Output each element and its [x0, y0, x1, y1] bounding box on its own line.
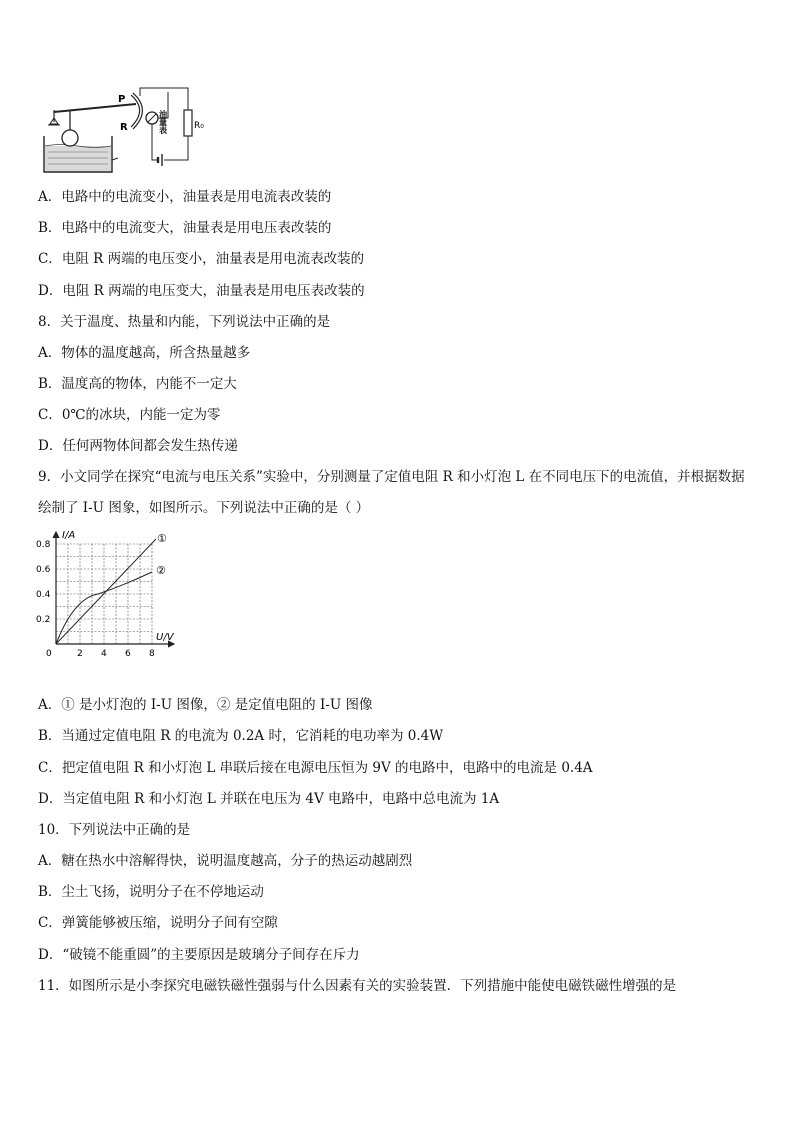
- q7-option-d: D．电阻 R 两端的电压变大，油量表是用电压表改装的: [38, 283, 365, 299]
- q9-option-c: C．把定值电阻 R 和小灯泡 L 串联后接在电源电压恒为 9V 的电路中，电路中的电流是 0.4A: [38, 760, 593, 776]
- q7-option-c: C．电阻 R 两端的电压变小，油量表是用电流表改装的: [38, 251, 365, 267]
- x-tick: 2: [77, 649, 83, 659]
- slider-p-label: P: [118, 94, 126, 105]
- fuel-gauge-circuit-figure: [40, 88, 204, 180]
- q10-option-c: C．弹簧能够被压缩，说明分子间有空隙: [38, 915, 278, 931]
- i-u-graph: [32, 528, 192, 668]
- q8-option-d: D．任何两物体间都会发生热传递: [38, 438, 238, 454]
- q7-option-b: B．电路中的电流变大，油量表是用电压表改装的: [38, 220, 332, 236]
- q9-option-d: D．当定值电阻 R 和小灯泡 L 并联在电压为 4V 电路中，电路中总电流为 1A: [38, 791, 500, 807]
- curve2-label: ②: [156, 564, 166, 577]
- fuel-meter-label: 油量表: [158, 110, 168, 134]
- y-axis-label: I/A: [62, 530, 76, 541]
- resistor-r-label: R: [120, 122, 128, 133]
- x-axis-label: U/V: [156, 632, 174, 643]
- y-tick: 0.4: [36, 590, 51, 600]
- q10-option-d: D．“破镜不能重圆”的主要原因是玻璃分子间存在斥力: [38, 947, 360, 963]
- q7-option-a: A．电路中的电流变小，油量表是用电流表改装的: [38, 189, 332, 205]
- q10-option-a: A．糖在热水中溶解得快，说明温度越高，分子的热运动越剧烈: [38, 853, 413, 869]
- q8-option-c: C．0℃的冰块，内能一定为零: [38, 407, 221, 423]
- origin-label: 0: [46, 649, 52, 659]
- q10-option-b: B．尘土飞扬，说明分子在不停地运动: [38, 884, 264, 900]
- q8-option-b: B．温度高的物体，内能不一定大: [38, 376, 237, 392]
- x-tick: 8: [149, 649, 155, 659]
- resistor-r0-label: R₀: [194, 121, 204, 131]
- y-tick: 0.8: [36, 540, 51, 550]
- x-tick: 4: [101, 649, 107, 659]
- q8-stem: 8．关于温度、热量和内能，下列说法中正确的是: [38, 314, 331, 330]
- x-tick: 6: [125, 649, 131, 659]
- q9-stem-line2: 绘制了 I-U 图象，如图所示。下列说法中正确的是（ ）: [38, 500, 370, 516]
- curve1-label: ①: [157, 532, 167, 545]
- q9-option-b: B．当通过定值电阻 R 的电流为 0.2A 时，它消耗的电功率为 0.4W: [38, 728, 444, 744]
- q8-option-a: A．物体的温度越高，所含热量越多: [38, 345, 251, 361]
- y-tick: 0.6: [36, 565, 51, 575]
- q9-option-a: A．① 是小灯泡的 I-U 图像，② 是定值电阻的 I-U 图像: [38, 697, 373, 713]
- q9-stem-line1: 9．小文同学在探究“电流与电压关系”实验中，分别测量了定值电阻 R 和小灯泡 L 在不同电压下的电流值，并根据数据: [38, 469, 745, 485]
- q11-stem: 11．如图所示是小李探究电磁铁磁性强弱与什么因素有关的实验装置．下列措施中能使电磁铁磁性增强的是: [38, 978, 677, 994]
- y-tick: 0.2: [36, 615, 51, 625]
- q10-stem: 10．下列说法中正确的是: [38, 822, 191, 838]
